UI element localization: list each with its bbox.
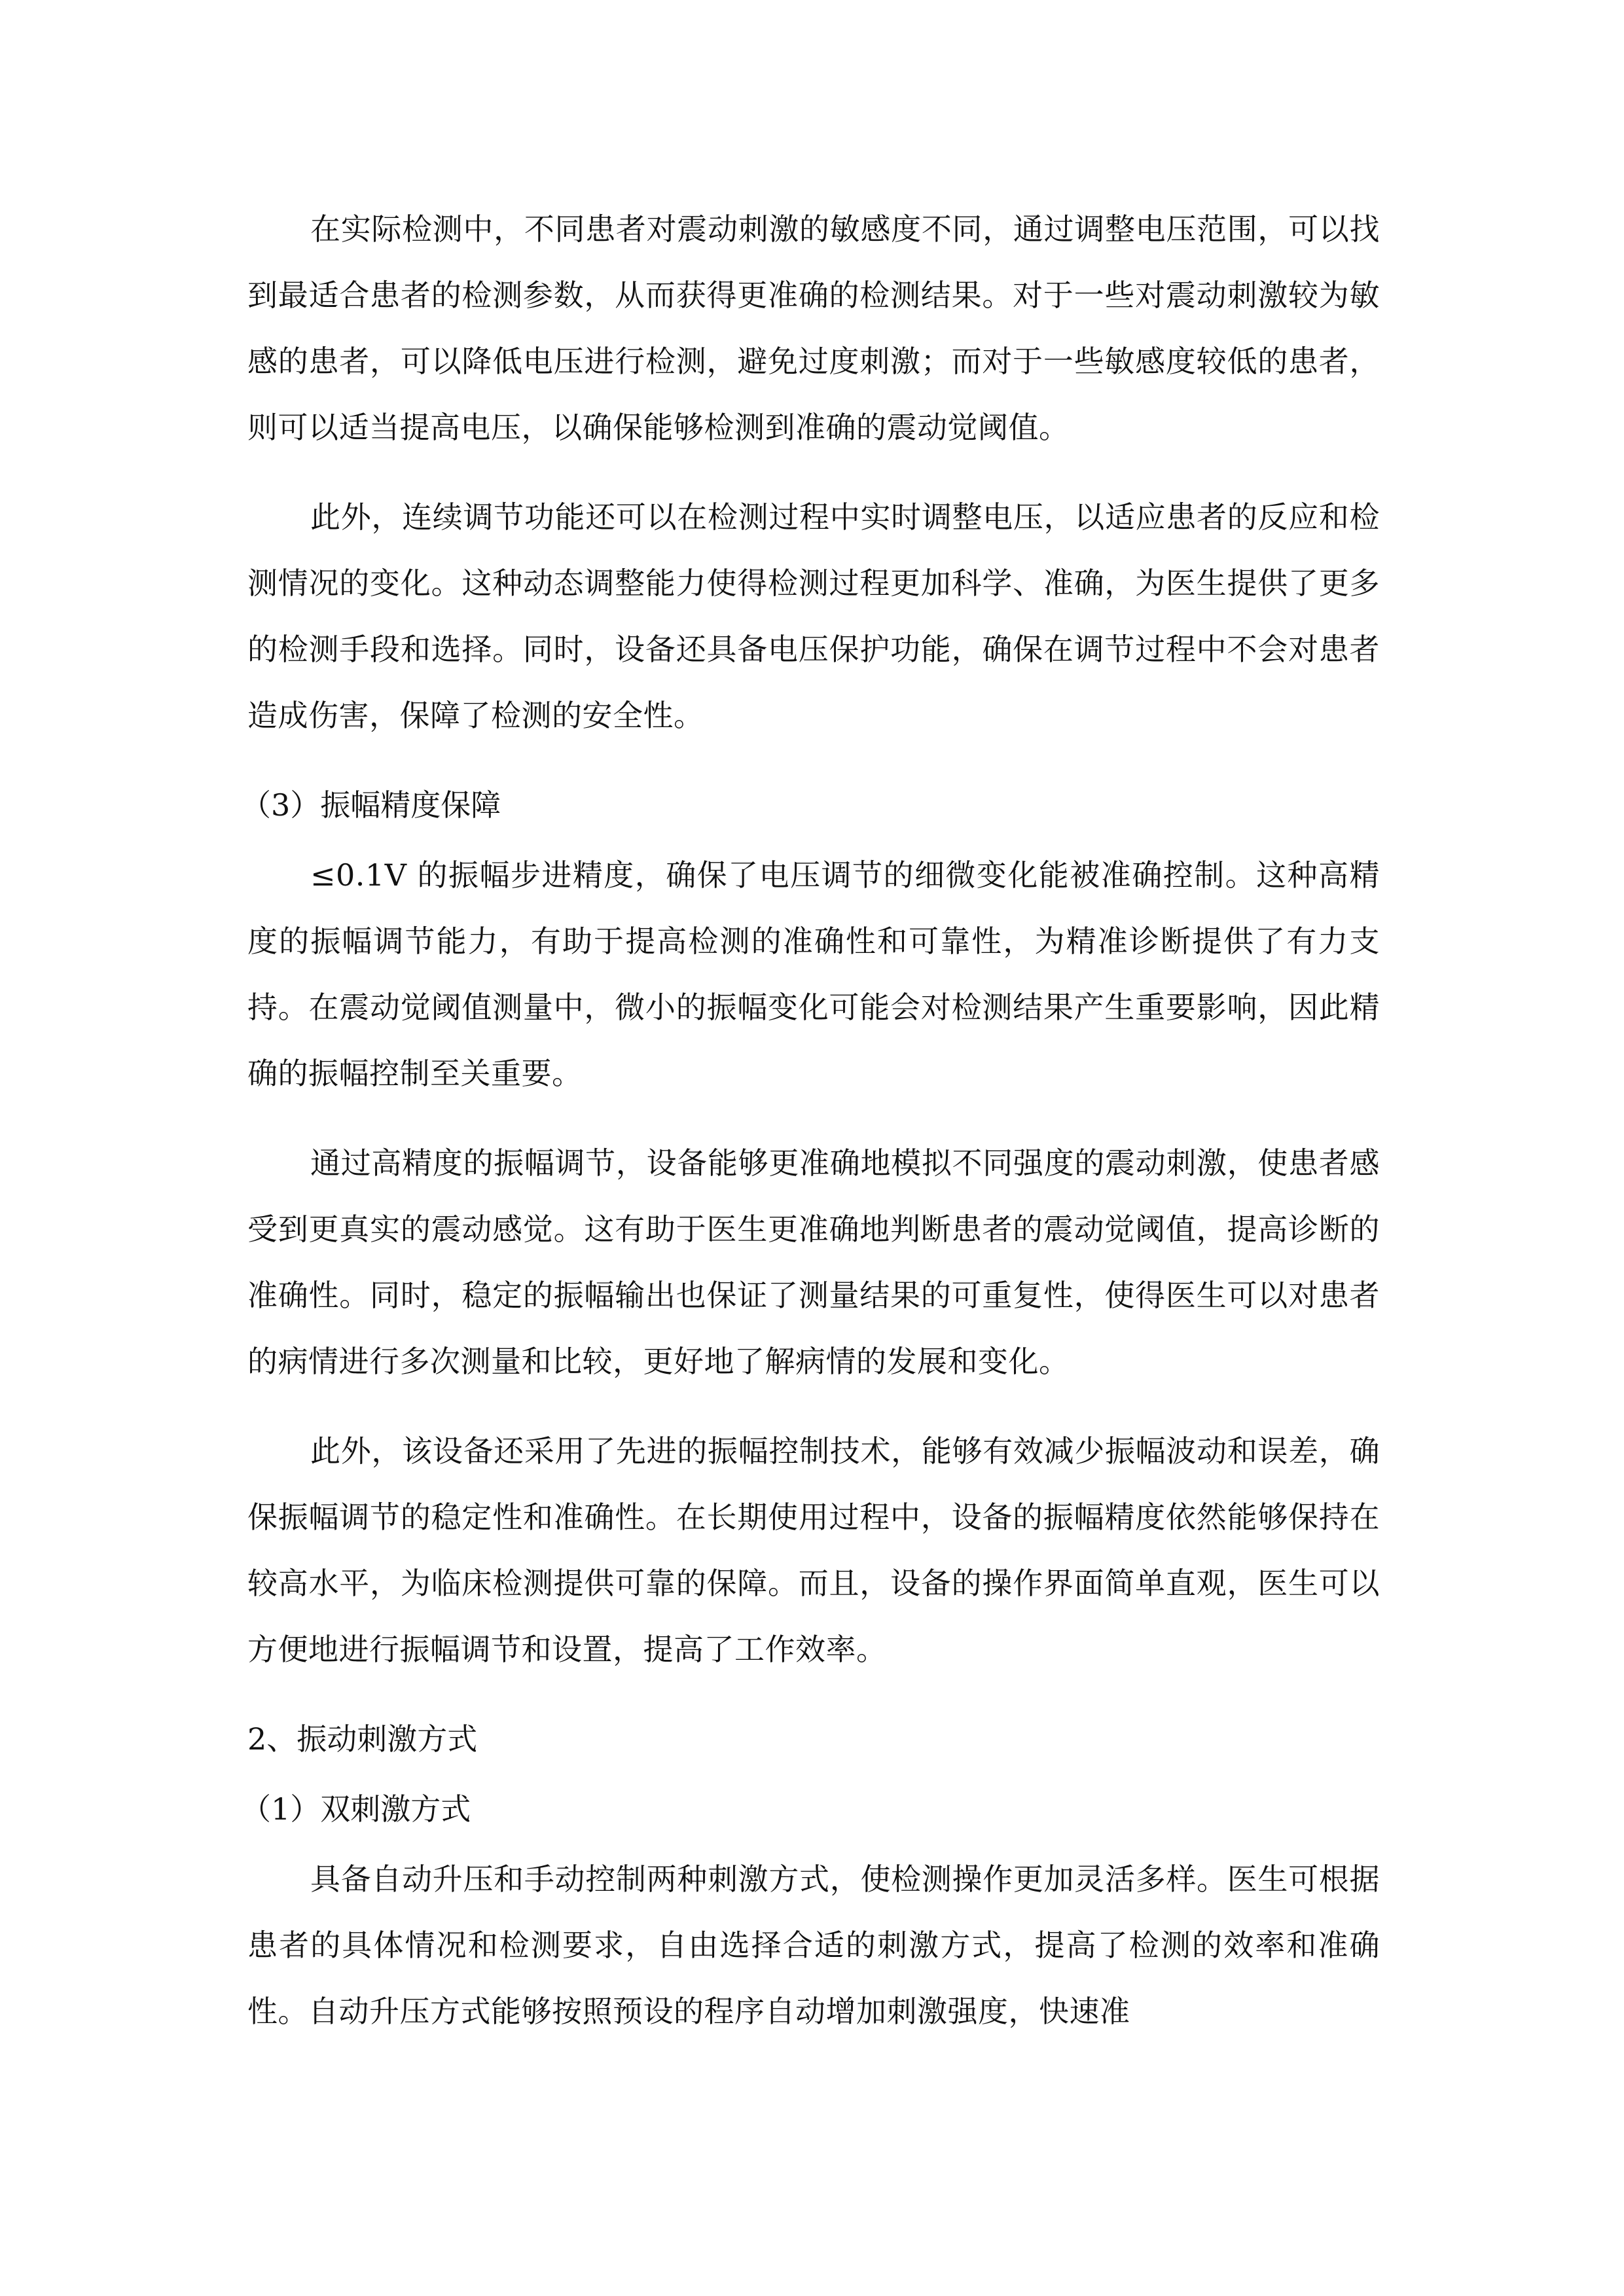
paragraph-voltage-adjustment: 在实际检测中，不同患者对震动刺激的敏感度不同，通过调整电压范围，可以找到最适合患者的检测参数，从而获得更准确的检测结果。对于一些对震动刺激较为敏感的患者，可以降低电压进行检测，避免过度刺激；而对于一些敏感度较低的患者，则可以适当提高电压，以确保能够检测到准确的震动觉阈值。 [247, 211, 1380, 445]
paragraph-dual-stimulation: 具备自动升压和手动控制两种刺激方式，使检测操作更加灵活多样。医生可根据患者的具体情况和检测要求，自由选择合适的刺激方式，提高了检测的效率和准确性。自动升压方式能够按照预设的程序自动增加刺激强度，快速准 [247, 1861, 1380, 2029]
section-heading-dual-stimulation: （1）双刺激方式 [241, 1791, 471, 1827]
paragraph-amplitude-step-precision: ≤0.1V 的振幅步进精度，确保了电压调节的细微变化能被准确控制。这种高精度的振幅调节能力，有助于提高检测的准确性和可靠性，为精准诊断提供了有力支持。在震动觉阈值测量中，微小的振幅变化可能会对检测结果产生重要影响，因此精确的振幅控制至关重要。 [247, 857, 1380, 1091]
paragraph-high-precision-amplitude: 通过高精度的振幅调节，设备能够更准确地模拟不同强度的震动刺激，使患者感受到更真实的震动感觉。这有助于医生更准确地判断患者的震动觉阈值，提高诊断的准确性。同时，稳定的振幅输出也保证了测量结果的可重复性，使得医生可以对患者的病情进行多次测量和比较，更好地了解病情的发展和变化。 [247, 1145, 1380, 1379]
document-body [241, 196, 1380, 2068]
section-heading-amplitude-precision: （3）振幅精度保障 [241, 787, 501, 823]
paragraph-amplitude-control-technology: 此外，该设备还采用了先进的振幅控制技术，能够有效减少振幅波动和误差，确保振幅调节的稳定性和准确性。在长期使用过程中，设备的振幅精度依然能够保持在较高水平，为临床检测提供可靠的保障。而且，设备的操作界面简单直观，医生可以方便地进行振幅调节和设置，提高了工作效率。 [247, 1433, 1380, 1667]
paragraph-continuous-adjustment: 此外，连续调节功能还可以在检测过程中实时调整电压，以适应患者的反应和检测情况的变化。这种动态调整能力使得检测过程更加科学、准确，为医生提供了更多的检测手段和选择。同时，设备还具备电压保护功能，确保在调节过程中不会对患者造成伤害，保障了检测的安全性。 [247, 499, 1380, 733]
section-heading-stimulation-mode: 2、振动刺激方式 [247, 1721, 478, 1757]
